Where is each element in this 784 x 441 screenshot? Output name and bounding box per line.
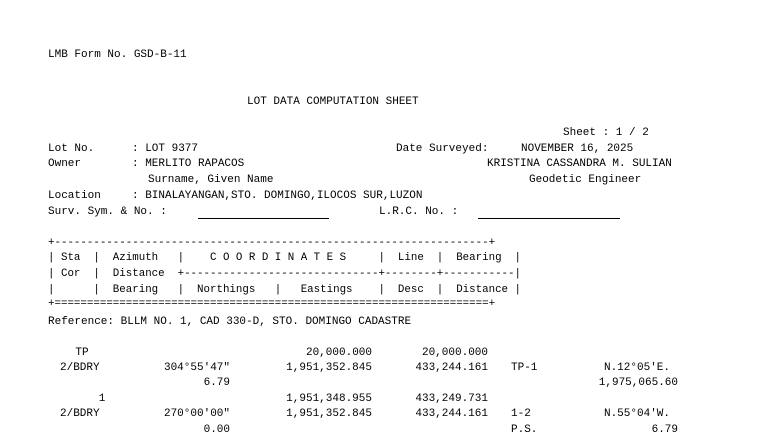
table-row-5-distance: 0.00 [203,424,230,436]
table-row-3-sta: 1 [98,393,106,405]
sheet-title: LOT DATA COMPUTATION SHEET [247,96,419,108]
table-row-0-sta: TP [75,347,89,359]
table-row-3-northing: 1,951,348.955 [286,393,372,405]
table-border-top: +-------------------------------------------------------------------+ [48,237,496,249]
table-row-5-line: P.S. [511,424,538,436]
table-row-1-easting: 433,244.161 [415,362,488,374]
table-row-4-bearing: N.55°04'W. [603,408,670,420]
owner-subtitle: Surname, Given Name [148,174,274,186]
location-label: Location [48,190,101,202]
table-row-2-distance: 6.79 [203,377,230,389]
lot-label: Lot No. [48,143,95,155]
table-row-1-line: TP-1 [511,362,538,374]
form-number: LMB Form No. GSD-B-11 [48,49,187,61]
table-row-4-easting: 433,244.161 [415,408,488,420]
table-row-1-sta: 2/BDRY [60,362,100,374]
table-row-5-distance-value: 6.79 [651,424,678,436]
table-row-4-northing: 1,951,352.845 [286,408,372,420]
table-row-0-northing: 20,000.000 [305,347,372,359]
survey-symbol-blank [198,218,329,219]
survey-symbol-label: Surv. Sym. & No. : [48,206,167,218]
lot-value: : LOT 9377 [132,143,199,155]
date-surveyed-label: Date Surveyed: [396,143,489,155]
table-row-1-bearing: N.12°05'E. [603,362,670,374]
location-value: : BINALAYANGAN,STO. DOMINGO,ILOCOS SUR,LUZON [132,190,423,202]
table-row-4-line: 1-2 [511,408,531,420]
table-border-bottom: +===================================================================+ [48,298,496,310]
table-row-4-azimuth: 270°00'00" [163,408,230,420]
table-row-2-distance-value: 1,975,065.60 [598,377,678,389]
lrc-label: L.R.C. No. : [379,206,459,218]
engineer-title: Geodetic Engineer [529,174,642,186]
table-header-row-3: | | Bearing | Northings | Eastings | Desc | Distance | [48,284,521,296]
owner-label: Owner [48,158,82,170]
table-row-1-northing: 1,951,352.845 [286,362,372,374]
table-row-0-easting: 20,000.000 [421,347,488,359]
sheet-number: Sheet : 1 / 2 [563,127,649,139]
table-header-row-1: | Sta | Azimuth | C O O R D I N A T E S | Line | Bearing | [48,252,521,264]
table-row-4-sta: 2/BDRY [60,408,100,420]
date-surveyed-value: NOVEMBER 16, 2025 [521,143,634,155]
reference-line: Reference: BLLM NO. 1, CAD 330-D, STO. DOMINGO CADASTRE [48,316,412,328]
table-header-row-2: | Cor | Distance +------------------------------+--------+-----------| [48,268,521,280]
owner-value: : MERLITO RAPACOS [132,158,245,170]
lrc-blank [478,218,620,219]
engineer-name: KRISTINA CASSANDRA M. SULIAN [487,158,672,170]
table-row-3-easting: 433,249.731 [415,393,488,405]
table-row-1-azimuth: 304°55'47" [163,362,230,374]
